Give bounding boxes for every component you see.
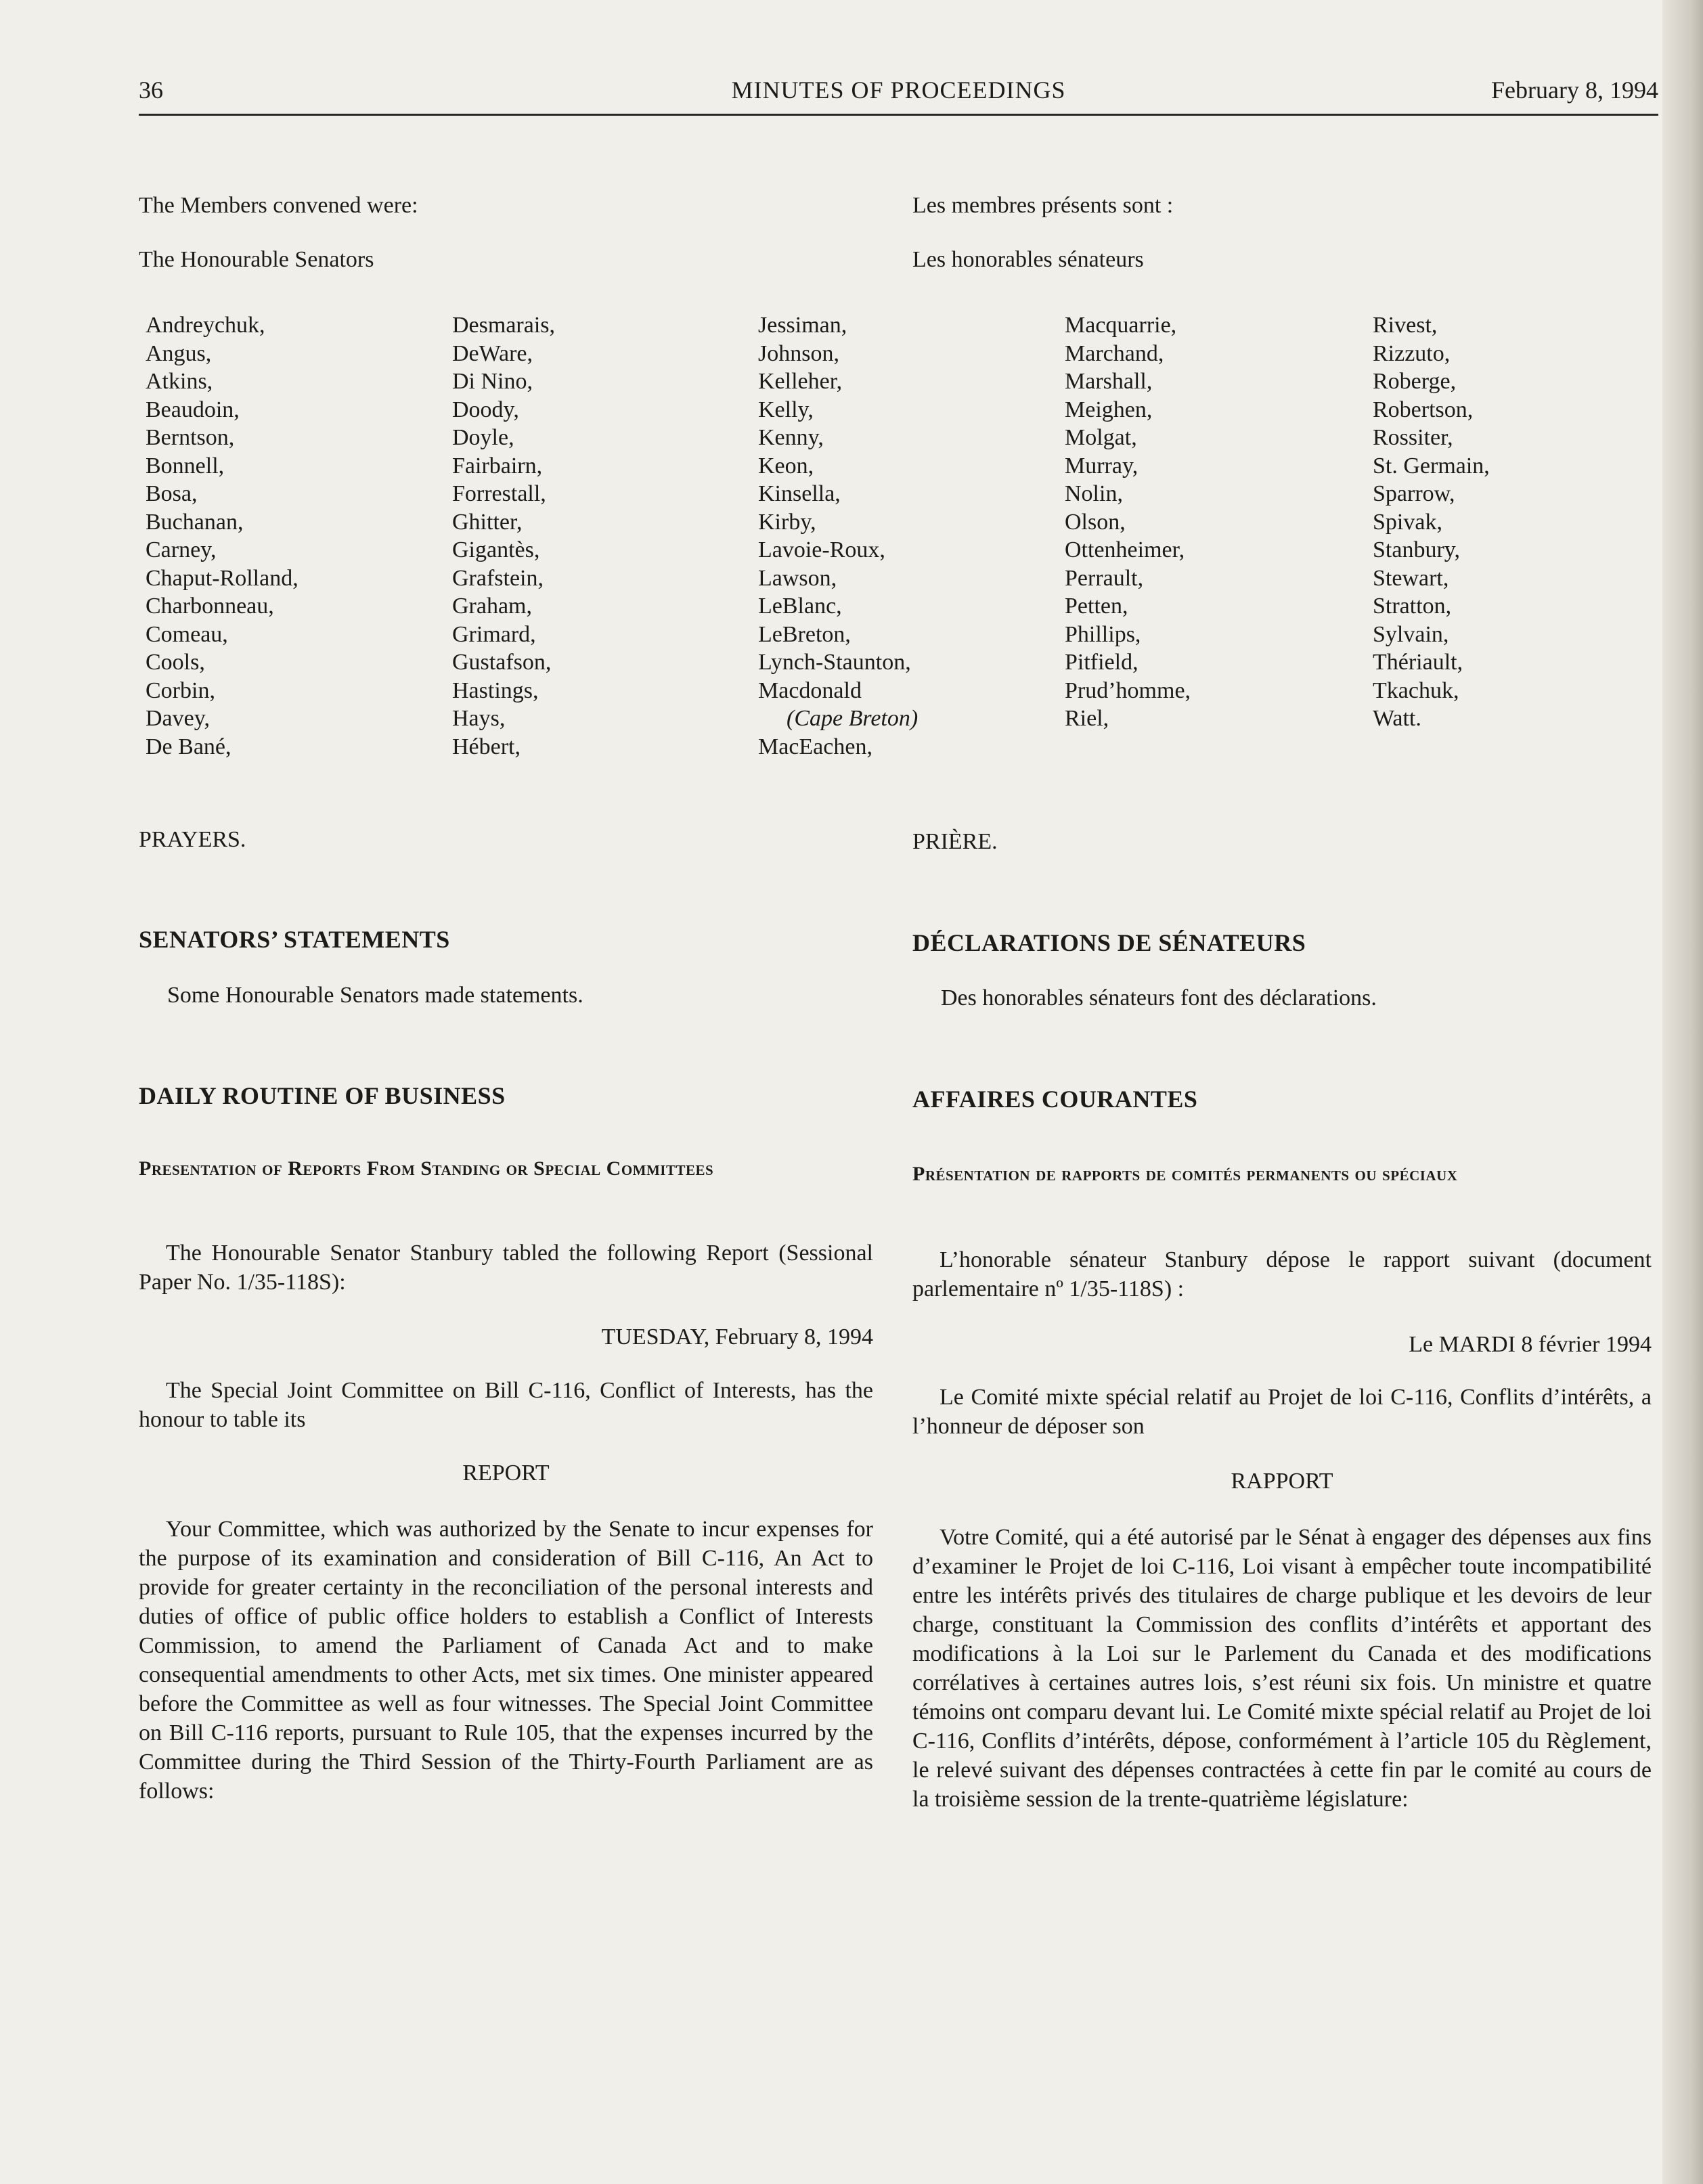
senator-name: Stanbury,: [1373, 537, 1461, 562]
senator-name: Keon,: [758, 453, 814, 478]
statements-text-fr: Des honorables sénateurs font des déclarations.: [941, 985, 1377, 1010]
senator-name: Charbonneau,: [146, 594, 274, 619]
senator-name: Di Nino,: [452, 369, 533, 394]
committee-text-fr: Le Comité mixte spécial relatif au Projet de loi C-116, Conflits d’intérêts, a l’honneur de déposer son: [912, 1385, 1652, 1439]
senator-name: Gigantès,: [452, 537, 540, 562]
senator-name: Thériault,: [1373, 650, 1463, 675]
senator-name: Corbin,: [146, 677, 215, 703]
senator-name: Macquarrie,: [1065, 313, 1177, 338]
senator-name: Pitfield,: [1065, 650, 1138, 675]
senator-name: Stratton,: [1373, 594, 1452, 619]
senator-name: Watt.: [1373, 706, 1421, 731]
senator-name: Marchand,: [1065, 340, 1164, 366]
senator-name: Kelly,: [758, 397, 814, 422]
senator-name: Gustafson,: [452, 650, 552, 675]
header-rule: [139, 114, 1658, 116]
senator-name: Hastings,: [452, 677, 539, 703]
senator-name: Rivest,: [1373, 313, 1438, 338]
page-edge-shadow: [1662, 0, 1703, 2184]
prayers: PRAYERS.: [139, 827, 246, 852]
senator-column-4: [1065, 311, 1191, 733]
senator-name: Beaudoin,: [146, 397, 240, 422]
senator-name: Cools,: [146, 650, 205, 675]
senator-name: Hébert,: [452, 734, 521, 759]
senator-name: Desmarais,: [452, 313, 556, 338]
senator-name: Fairbairn,: [452, 453, 543, 478]
senator-name: Andreychuk,: [146, 313, 265, 338]
senator-name: Phillips,: [1065, 621, 1141, 647]
senator-name: Ottenheimer,: [1065, 537, 1185, 562]
senator-name: Sparrow,: [1373, 481, 1455, 506]
senator-name: LeBlanc,: [758, 594, 842, 619]
senator-name: Davey,: [146, 706, 211, 731]
senator-name: Spivak,: [1373, 509, 1442, 535]
senator-name: Doyle,: [452, 425, 514, 450]
senator-name: Angus,: [146, 340, 212, 366]
senator-name: Lynch-Staunton,: [758, 650, 911, 675]
senator-name: Comeau,: [146, 621, 228, 647]
running-head-date: February 8, 1994: [1491, 76, 1658, 104]
senator-list: [146, 311, 1662, 758]
senator-name: Sylvain,: [1373, 621, 1449, 647]
tabled-text: The Honourable Senator Stanbury tabled the following Report (Sessional Paper No. 1/35-118S):: [139, 1241, 873, 1295]
honourable-senators-label: The Honourable Senators: [139, 247, 374, 272]
senator-name: Tkachuk,: [1373, 677, 1459, 703]
honourable-senators-label-fr: Les honorables sénateurs: [912, 247, 1144, 272]
report-title-fr: RAPPORT: [1231, 1469, 1333, 1494]
report-body-fr: Votre Comité, qui a été autorisé par le Sénat à engager des dépenses aux fins d’examiner le Projet de loi C-116, Loi visant à empêcher toute incompatibilité entre les intérêts privés des titulaires de charge publique et les devoirs de leur charge, constituant la Commission des conflits d’intérêts et apportant des modifications à la Loi sur le Parlement du Canada et des modifications corrélatives à certaines autres lois, s’est réuni six fois. Un ministre et quatre témoins ont comparu devant lui. Le Comité mixte spécial relatif au Projet de loi C-116, Conflits d’intérêts, dépose, conformément à l’article 105 du Règlement, le relevé suivant des dépenses contractées à cette fin par le comité au cours de la troisième session de la trente-quatrième législature:: [912, 1525, 1652, 1812]
senator-name: Lavoie-Roux,: [758, 537, 885, 562]
senator-name: Grimard,: [452, 621, 536, 647]
senator-name: Grafstein,: [452, 565, 544, 591]
routine-heading-fr: AFFAIRES COURANTES: [912, 1086, 1198, 1113]
senator-name: St. Germain,: [1373, 453, 1490, 478]
senator-name: Olson,: [1065, 509, 1126, 535]
routine-heading: DAILY ROUTINE OF BUSINESS: [139, 1082, 506, 1109]
senator-name: Atkins,: [146, 369, 213, 394]
statements-heading: SENATORS’ STATEMENTS: [139, 926, 450, 953]
presentation-heading-fr: Présentation de rapports de comités permanents ou spéciaux: [912, 1163, 1458, 1185]
senator-name: Hays,: [452, 706, 506, 731]
senator-column-5: [1373, 311, 1490, 733]
committee-text: The Special Joint Committee on Bill C-116, Conflict of Interests, has the honour to table its: [139, 1378, 873, 1432]
senator-riding-note: (Cape Breton): [787, 706, 919, 731]
senator-name: Jessiman,: [758, 313, 847, 338]
senator-name: Prud’homme,: [1065, 677, 1191, 703]
senator-name: MacEachen,: [758, 734, 872, 759]
report-date-fr: Le MARDI 8 février 1994: [1409, 1332, 1652, 1357]
report-title: REPORT: [462, 1461, 550, 1486]
running-head: [139, 76, 1658, 116]
senator-name: Macdonald: [758, 677, 862, 703]
prayers-fr: PRIÈRE.: [912, 829, 998, 854]
senator-name: Marshall,: [1065, 369, 1153, 394]
senator-name: Meighen,: [1065, 397, 1153, 422]
senator-name: Murray,: [1065, 453, 1138, 478]
senator-name: Graham,: [452, 594, 533, 619]
senator-name: Berntson,: [146, 425, 235, 450]
senator-name: Kirby,: [758, 509, 816, 535]
senator-name: Ghitter,: [452, 509, 523, 535]
senator-name: Carney,: [146, 537, 217, 562]
report-body: Your Committee, which was authorized by the Senate to incur expenses for the purpose of its examination and consideration of Bill C-116, An Act to provide for greater certainty in the reconciliation of the personal interests and duties of office of public office holders to establish a Conflict of Interests Commission, to amend the Parliament of Canada Act and to make consequential amendments to other Acts, met six times. One minister appeared before the Committee as well as four witnesses. The Special Joint Committee on Bill C-116 reports, pursuant to Rule 105, that the expenses incurred by the Committee during the Third Session of the Thirty-Fourth Parliament are as follows:: [139, 1517, 873, 1804]
senator-name: Riel,: [1065, 706, 1109, 731]
senator-name: Buchanan,: [146, 509, 244, 535]
senator-name: Kinsella,: [758, 481, 841, 506]
senator-name: DeWare,: [452, 340, 533, 366]
senator-column-3: [758, 311, 918, 761]
report-date: TUESDAY, February 8, 1994: [601, 1324, 873, 1350]
senator-column-2: [452, 311, 555, 761]
senator-name: Stewart,: [1373, 565, 1449, 591]
senator-name: Forrestall,: [452, 481, 546, 506]
senator-column-1: [146, 311, 298, 761]
senator-name: Molgat,: [1065, 425, 1137, 450]
senator-name: Perrault,: [1065, 565, 1144, 591]
members-convened-fr: Les membres présents sont :: [912, 193, 1174, 218]
senator-name: Johnson,: [758, 340, 839, 366]
senator-name: Rossiter,: [1373, 425, 1453, 450]
senator-name: Nolin,: [1065, 481, 1123, 506]
senator-name: Petten,: [1065, 594, 1128, 619]
senator-name: Doody,: [452, 397, 519, 422]
presentation-heading: Presentation of Reports From Standing or Special Committees: [139, 1157, 714, 1180]
senator-name: Lawson,: [758, 565, 837, 591]
senator-name: Bonnell,: [146, 453, 225, 478]
senator-name: Chaput-Rolland,: [146, 565, 298, 591]
members-convened: The Members convened were:: [139, 193, 418, 218]
senator-name: Roberge,: [1373, 369, 1457, 394]
senator-name: Bosa,: [146, 481, 198, 506]
senator-name: Kenny,: [758, 425, 824, 450]
statements-heading-fr: DÉCLARATIONS DE SÉNATEURS: [912, 929, 1306, 956]
senator-name: Rizzuto,: [1373, 340, 1451, 366]
statements-text: Some Honourable Senators made statements.: [167, 983, 583, 1008]
senator-name: Robertson,: [1373, 397, 1474, 422]
page-number: 36: [139, 76, 163, 104]
running-head-title: MINUTES OF PROCEEDINGS: [731, 76, 1066, 104]
senator-name: LeBreton,: [758, 621, 851, 647]
senator-name: Kelleher,: [758, 369, 843, 394]
senator-name: De Bané,: [146, 734, 231, 759]
tabled-text-fr: L’honorable sénateur Stanbury dépose le rapport suivant (document parlementaire nº 1/35-118S) :: [912, 1247, 1652, 1301]
